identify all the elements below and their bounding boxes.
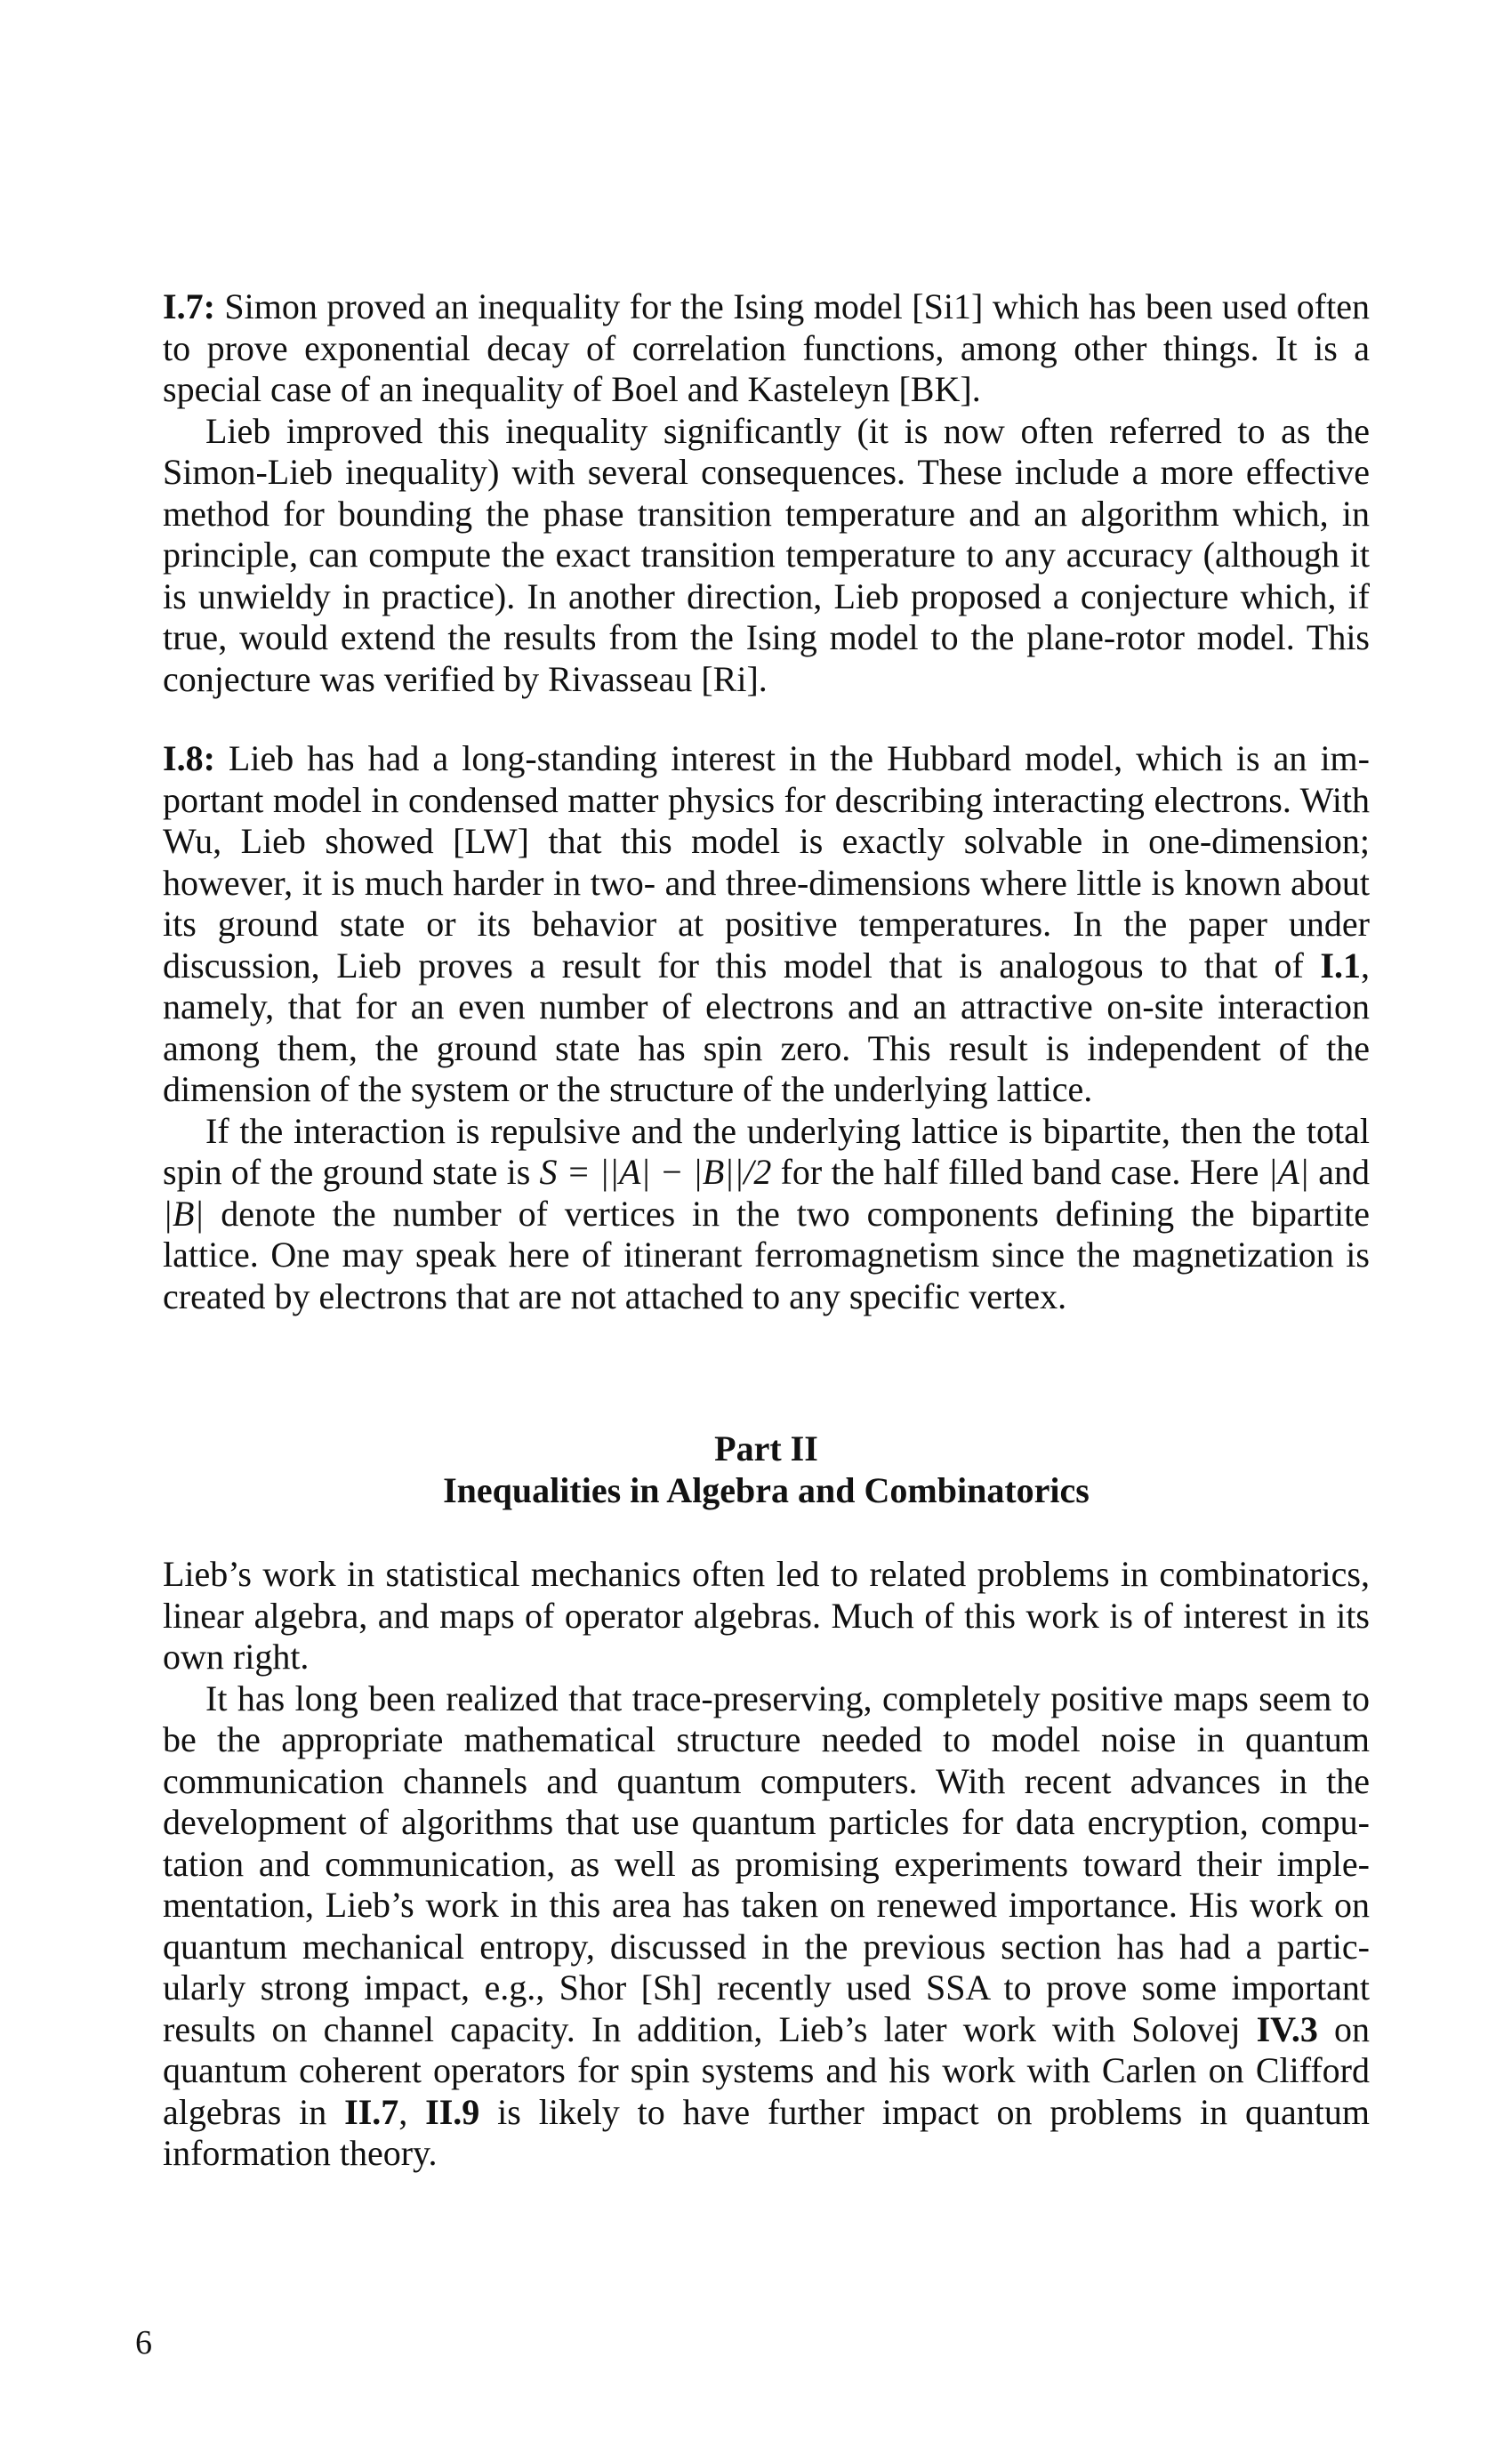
section-i8-paragraph-1 [163,738,1370,1111]
section-label-i7: I.7: [163,286,215,326]
section-i7-text-1: Simon proved an inequality for the Ising model [Si1] which has been used often to prove exponential decay of correlation functions, among other things. It is a special case of an inequality of Boel and Kasteleyn [BK]. [163,286,1370,409]
section-label-i8: I.8: [163,738,215,778]
section-i7-paragraph-1 [163,286,1370,411]
math-abs-b: |B| [163,1193,205,1234]
part-ii-paragraph-2 [163,1678,1370,2175]
page-body [163,286,1370,2175]
section-i8-text-2a: If the interaction is repulsive and the underlying lattice is bipartite, then the total spin of the ground state is [163,1110,1370,1192]
page-number: 6 [135,2324,152,2362]
section-i8-text-2c: and [1309,1152,1370,1192]
section-i8-paragraph-2 [163,1111,1370,1318]
section-i8-text-1b: , namely, that for an even number of electrons and an attractive on-site interaction among them, the ground state has spin zero. This result is independent of the dimension of the system or the structure of the underlying lattice. [163,945,1370,1109]
part-ii-paragraph-1: Lieb’s work in statistical mechanics often led to related problems in combinatorics, linear algebra, and maps of operator algebras. Much of this work is of interest in its own right. [163,1554,1370,1677]
cross-ref-ii7: II.7 [344,2091,399,2132]
section-i7-paragraph-2: Lieb improved this inequality significantly (it is now often referred to as the Simon-Lieb inequality) with several consequences. These include a more effective method for bounding the phase transition temperature and an algorithm which, in principle, can compute the exact transition temperature to any accuracy (although it is unwieldy in practice). In another direction, Lieb proposed a conjecture which, if true, would extend the results from the Ising model to the plane-rotor model. This conjecture was verified by Rivasseau [Ri]. [163,410,1370,699]
spacer [163,1511,1370,1554]
cross-ref-ii9: II.9 [425,2091,480,2132]
part-ii-text-2a: It has long been realized that trace-preserving, completely positive maps seem to be the appropriate mathematical structure needed to model noise in quantum communication channels and quantum computers. With recent advances in the development of algorithms that use quantum particles for data encryption, computation and communication, as well as promising experiments toward their implementation, Lieb’s work in this area has taken on renewed importance. His work on quantum mechanical entropy, discussed in the previous section has had a particularly strong impact, e.g., Shor [Sh] recently used SSA to prove some important results on channel capacity. In addition, Lieb’s later work with Solovej [163,1678,1370,2049]
spacer [163,1317,1370,1428]
part-number: Part II [714,1428,818,1468]
part-ii-text-2b: on quantum coherent operators for spin systems and his work with Carlen on Clifford algebras in [163,2008,1371,2132]
spacer [163,700,1370,738]
section-i8-text-1a: Lieb has had a long-standing interest in the Hubbard model, which is an important model in condensed matter physics for describing interacting electrons. With Wu, Lieb showed [LW] that this model is exactly solvable in one-dimension; however, it is much harder in two- and three-dimensions where little is known about its ground state or its behavior at positive temperatures. In the paper under discussion, Lieb proves a result for this model that is analogous to that of [163,738,1370,986]
cross-ref-iv3: IV.3 [1256,2008,1318,2049]
spin-formula: S = ||A| − |B||/2 [539,1152,772,1192]
part-title: Inequalities in Algebra and Combinatorics [443,1470,1090,1510]
part-ii-text-2d: is likely to have further impact on problems in quantum information theory. [163,2091,1371,2173]
section-i8-text-2d: denote the number of vertices in the two components defining the bipartite lattice. One may speak here of itinerant ferromagnetism since the magnetization is created by electrons that are not attached to any specific vertex. [163,1193,1370,1316]
math-abs-a: |A| [1267,1152,1309,1192]
cross-ref-i1: I.1 [1320,945,1361,986]
section-i8-text-2b: for the half filled band case. Here [771,1152,1268,1192]
part-ii-text-2c: , [398,2091,426,2132]
